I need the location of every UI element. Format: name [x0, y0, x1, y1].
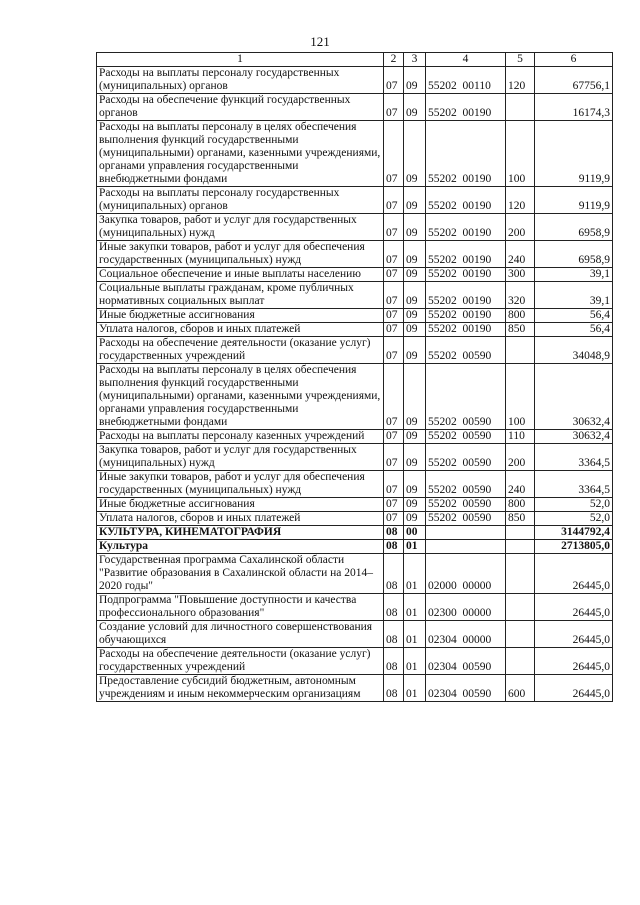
expense-type-cell: 100 — [506, 121, 535, 187]
section-code-cell: 07 — [384, 309, 404, 323]
table-row — [97, 430, 613, 444]
expense-name-cell: Расходы на обеспечение функций государственных органов — [97, 94, 384, 121]
amount-cell: 3364,5 — [535, 444, 613, 471]
amount-cell: 30632,4 — [535, 364, 613, 430]
table-row — [97, 323, 613, 337]
table-row — [97, 94, 613, 121]
target-article-cell: 02300 00000 — [426, 594, 506, 621]
section-code-cell: 07 — [384, 268, 404, 282]
section-code-cell: 07 — [384, 241, 404, 268]
subsection-code-cell: 09 — [404, 67, 426, 94]
section-code-cell: 07 — [384, 214, 404, 241]
subsection-code-cell: 09 — [404, 187, 426, 214]
amount-cell: 34048,9 — [535, 337, 613, 364]
table-row — [97, 471, 613, 498]
subsection-code-cell: 09 — [404, 241, 426, 268]
amount-cell: 3144792,4 — [535, 526, 613, 540]
expense-type-cell: 110 — [506, 430, 535, 444]
target-article-cell: 55202 00190 — [426, 241, 506, 268]
table-row — [97, 498, 613, 512]
subsection-code-cell: 09 — [404, 214, 426, 241]
expense-type-cell — [506, 648, 535, 675]
subsection-code-cell: 09 — [404, 512, 426, 526]
subsection-code-cell: 09 — [404, 364, 426, 430]
subsection-code-cell: 09 — [404, 430, 426, 444]
subsection-code-cell: 09 — [404, 498, 426, 512]
amount-cell: 26445,0 — [535, 648, 613, 675]
expense-type-cell: 240 — [506, 241, 535, 268]
section-code-cell: 07 — [384, 323, 404, 337]
subsection-code-cell: 09 — [404, 121, 426, 187]
amount-cell: 6958,9 — [535, 241, 613, 268]
table-row — [97, 268, 613, 282]
expense-name-cell: Расходы на выплаты персоналу казенных учреждений — [97, 430, 384, 444]
section-code-cell: 07 — [384, 187, 404, 214]
amount-cell: 26445,0 — [535, 554, 613, 594]
amount-cell: 56,4 — [535, 309, 613, 323]
target-article-cell: 55202 00190 — [426, 268, 506, 282]
subsection-code-cell: 09 — [404, 268, 426, 282]
expense-type-cell: 600 — [506, 675, 535, 702]
target-article-cell: 55202 00590 — [426, 512, 506, 526]
amount-cell: 9119,9 — [535, 187, 613, 214]
expense-type-cell: 240 — [506, 471, 535, 498]
column-header: 5 — [506, 53, 535, 67]
table-row — [97, 121, 613, 187]
target-article-cell: 02000 00000 — [426, 554, 506, 594]
amount-cell: 26445,0 — [535, 621, 613, 648]
subsection-code-cell: 09 — [404, 94, 426, 121]
target-article-cell: 55202 00110 — [426, 67, 506, 94]
expense-type-cell — [506, 94, 535, 121]
subsection-code-cell: 09 — [404, 323, 426, 337]
target-article-cell — [426, 540, 506, 554]
target-article-cell: 55202 00590 — [426, 337, 506, 364]
page-number: 121 — [310, 34, 330, 49]
amount-cell: 39,1 — [535, 282, 613, 309]
section-code-cell: 08 — [384, 526, 404, 540]
section-code-cell: 07 — [384, 121, 404, 187]
subsection-code-cell: 09 — [404, 309, 426, 323]
expense-name-cell: Предоставление субсидий бюджетным, автономным учреждениям и иным некоммерческим организациям — [97, 675, 384, 702]
amount-cell: 39,1 — [535, 268, 613, 282]
section-code-cell: 07 — [384, 364, 404, 430]
target-article-cell: 55202 00590 — [426, 471, 506, 498]
target-article-cell: 55202 00590 — [426, 498, 506, 512]
subsection-code-cell: 09 — [404, 444, 426, 471]
table-row — [97, 594, 613, 621]
subsection-code-cell: 09 — [404, 337, 426, 364]
expense-type-cell: 100 — [506, 364, 535, 430]
expense-type-cell: 120 — [506, 67, 535, 94]
expense-type-cell — [506, 554, 535, 594]
expense-name-cell: Иные закупки товаров, работ и услуг для обеспечения государственных (муниципальных) нужд — [97, 241, 384, 268]
amount-cell: 56,4 — [535, 323, 613, 337]
subsection-code-cell: 00 — [404, 526, 426, 540]
expense-type-cell: 850 — [506, 323, 535, 337]
target-article-cell: 55202 00190 — [426, 282, 506, 309]
amount-cell: 2713805,0 — [535, 540, 613, 554]
section-code-cell: 07 — [384, 430, 404, 444]
column-header: 3 — [404, 53, 426, 67]
expense-name-cell: Закупка товаров, работ и услуг для государственных (муниципальных) нужд — [97, 444, 384, 471]
expense-name-cell: Расходы на выплаты персоналу в целях обеспечения выполнения функций государственными (муниципальными) органами, казенными учреждениями, органами управления государственными внебюджетными фондами — [97, 364, 384, 430]
section-code-cell: 07 — [384, 512, 404, 526]
amount-cell: 6958,9 — [535, 214, 613, 241]
expense-type-cell — [506, 594, 535, 621]
subsection-code-cell: 01 — [404, 648, 426, 675]
table-header-row — [97, 53, 613, 67]
amount-cell: 16174,3 — [535, 94, 613, 121]
target-article-cell: 55202 00590 — [426, 364, 506, 430]
amount-cell: 9119,9 — [535, 121, 613, 187]
table-row — [97, 621, 613, 648]
table-row — [97, 187, 613, 214]
target-article-cell: 55202 00190 — [426, 121, 506, 187]
expense-name-cell: Расходы на выплаты персоналу в целях обеспечения выполнения функций государственными (муниципальными) органами, казенными учреждениями, органами управления государственными внебюджетными фондами — [97, 121, 384, 187]
budget-table — [96, 52, 613, 702]
column-header: 1 — [97, 53, 384, 67]
table-row — [97, 444, 613, 471]
amount-cell: 52,0 — [535, 498, 613, 512]
expense-name-cell: Социальные выплаты гражданам, кроме публичных нормативных социальных выплат — [97, 282, 384, 309]
subsection-code-cell: 09 — [404, 471, 426, 498]
expense-type-cell — [506, 337, 535, 364]
expense-type-cell: 200 — [506, 444, 535, 471]
table-row — [97, 526, 613, 540]
section-code-cell: 08 — [384, 540, 404, 554]
expense-name-cell: Расходы на обеспечение деятельности (оказание услуг) государственных учреждений — [97, 337, 384, 364]
expense-type-cell: 800 — [506, 309, 535, 323]
subsection-code-cell: 01 — [404, 675, 426, 702]
expense-name-cell: Расходы на обеспечение деятельности (оказание услуг) государственных учреждений — [97, 648, 384, 675]
table-row — [97, 512, 613, 526]
section-code-cell: 07 — [384, 282, 404, 309]
table-row — [97, 67, 613, 94]
column-header: 6 — [535, 53, 613, 67]
expense-name-cell: Закупка товаров, работ и услуг для государственных (муниципальных) нужд — [97, 214, 384, 241]
expense-name-cell: КУЛЬТУРА, КИНЕМАТОГРАФИЯ — [97, 526, 384, 540]
amount-cell: 30632,4 — [535, 430, 613, 444]
target-article-cell: 55202 00590 — [426, 430, 506, 444]
subsection-code-cell: 09 — [404, 282, 426, 309]
expense-type-cell — [506, 621, 535, 648]
subsection-code-cell: 01 — [404, 554, 426, 594]
section-code-cell: 08 — [384, 648, 404, 675]
expense-name-cell: Социальное обеспечение и иные выплаты населению — [97, 268, 384, 282]
expense-name-cell: Иные закупки товаров, работ и услуг для обеспечения государственных (муниципальных) нужд — [97, 471, 384, 498]
amount-cell: 26445,0 — [535, 594, 613, 621]
expense-name-cell: Расходы на выплаты персоналу государственных (муниципальных) органов — [97, 187, 384, 214]
expense-type-cell: 320 — [506, 282, 535, 309]
target-article-cell: 55202 00190 — [426, 94, 506, 121]
target-article-cell: 55202 00190 — [426, 214, 506, 241]
table-row — [97, 309, 613, 323]
expense-type-cell: 800 — [506, 498, 535, 512]
target-article-cell — [426, 526, 506, 540]
section-code-cell: 08 — [384, 621, 404, 648]
table-row — [97, 337, 613, 364]
target-article-cell: 02304 00590 — [426, 648, 506, 675]
table-row — [97, 675, 613, 702]
subsection-code-cell: 01 — [404, 540, 426, 554]
target-article-cell: 55202 00190 — [426, 323, 506, 337]
table-row — [97, 282, 613, 309]
expense-type-cell: 120 — [506, 187, 535, 214]
table-row — [97, 214, 613, 241]
subsection-code-cell: 01 — [404, 621, 426, 648]
section-code-cell: 08 — [384, 554, 404, 594]
target-article-cell: 02304 00590 — [426, 675, 506, 702]
section-code-cell: 08 — [384, 594, 404, 621]
target-article-cell: 55202 00190 — [426, 309, 506, 323]
expense-name-cell: Уплата налогов, сборов и иных платежей — [97, 512, 384, 526]
expense-type-cell: 850 — [506, 512, 535, 526]
amount-cell: 3364,5 — [535, 471, 613, 498]
expense-name-cell: Подпрограмма "Повышение доступности и качества профессионального образования" — [97, 594, 384, 621]
target-article-cell: 55202 00190 — [426, 187, 506, 214]
expense-name-cell: Уплата налогов, сборов и иных платежей — [97, 323, 384, 337]
table-row — [97, 540, 613, 554]
section-code-cell: 07 — [384, 67, 404, 94]
section-code-cell: 07 — [384, 444, 404, 471]
section-code-cell: 07 — [384, 94, 404, 121]
section-code-cell: 07 — [384, 337, 404, 364]
target-article-cell: 02304 00000 — [426, 621, 506, 648]
column-header: 2 — [384, 53, 404, 67]
amount-cell: 67756,1 — [535, 67, 613, 94]
section-code-cell: 07 — [384, 471, 404, 498]
expense-name-cell: Иные бюджетные ассигнования — [97, 498, 384, 512]
column-header: 4 — [426, 53, 506, 67]
expense-type-cell: 200 — [506, 214, 535, 241]
subsection-code-cell: 01 — [404, 594, 426, 621]
section-code-cell: 08 — [384, 675, 404, 702]
target-article-cell: 55202 00590 — [426, 444, 506, 471]
section-code-cell: 07 — [384, 498, 404, 512]
expense-name-cell: Иные бюджетные ассигнования — [97, 309, 384, 323]
table-row — [97, 554, 613, 594]
amount-cell: 52,0 — [535, 512, 613, 526]
expense-type-cell — [506, 540, 535, 554]
table-row — [97, 364, 613, 430]
amount-cell: 26445,0 — [535, 675, 613, 702]
expense-type-cell — [506, 526, 535, 540]
expense-name-cell: Создание условий для личностного совершенствования обучающихся — [97, 621, 384, 648]
table-row — [97, 648, 613, 675]
expense-type-cell: 300 — [506, 268, 535, 282]
expense-name-cell: Государственная программа Сахалинской области "Развитие образования в Сахалинской области на 2014–2020 годы" — [97, 554, 384, 594]
expense-name-cell: Культура — [97, 540, 384, 554]
table-body — [97, 53, 613, 702]
table-row — [97, 241, 613, 268]
expense-name-cell: Расходы на выплаты персоналу государственных (муниципальных) органов — [97, 67, 384, 94]
